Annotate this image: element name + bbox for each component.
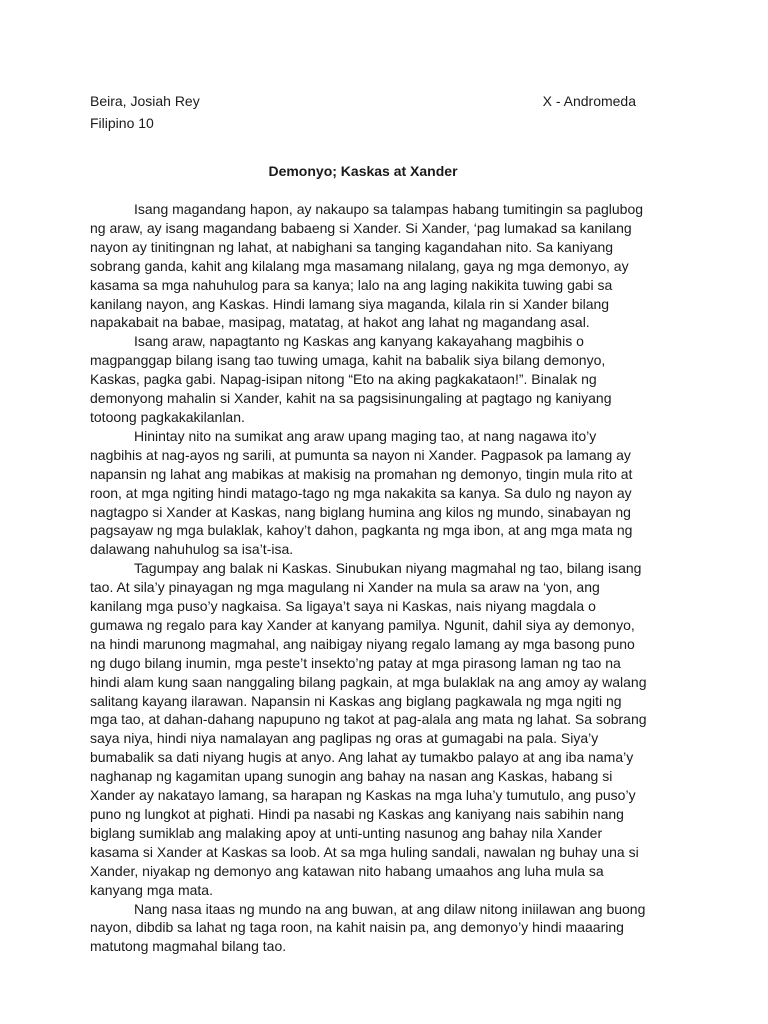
paragraph-4: Tagumpay ang balak ni Kaskas. Sinubukan niyang magmahal ng tao, bilang isang tao. At sila’y pinayagan ng mga magulang ni Xander na mula sa araw na ‘yon, ang kanilang mga puso’y nagkaisa. Sa ligaya’t saya ni Kaskas, nais niyang magdala o gumawa ng regalo para kay Xander at kanyang pamilya. Ngunit, dahil siya ay demonyo, na hindi marunong magmahal, ang naibigay niyang regalo lamang ay mga basong puno ng dugo bilang inumin, mga peste’t insekto’ng patay at mga pirasong laman ng tao na hindi alam kung saan nanggaling bilang pagkain, at mga bulaklak na ang amoy ay walang salitang kayang ilarawan. Napansin ni Kaskas ang biglang pagkawala ng mga ngiti ng mga tao, at dahan-dahang napupuno ng takot at pag-alala ang mata ng lahat. Sa sobrang saya niya, hindi niya namalayan ang paglipas ng oras at gumagabi na pala. Siya’y bumabalik sa dati niyang hugis at anyo. Ang lahat ay tumakbo palayo at ang iba nama’y naghanap ng kagamitan upang sunogin ang bahay na nasan ang Kaskas, habang si Xander ay nakatayo lamang, sa harapan ng Kaskas na mga luha’y tumutulo, ang puso’y puno ng lungkot at pighati. Hindi pa nasabi ng Kaskas ang kaniyang nais sabihin nang biglang sumiklab ang malaking apoy at unti-unting nasunog ang bahay nila Xander kasama si Xander at Kaskas sa loob. At sa mga huling sandali, nawalan ng buhay una si Xander, niyakap ng demonyo ang katawan nito habang umaahos ang luha mula sa kanyang mga mata. [90,560,647,898]
paragraph-2: Isang araw, napagtanto ng Kaskas ang kanyang kakayahang magbihis o magpanggap bilang isang tao tuwing umaga, kahit na babalik siya bilang demonyo, Kaskas, pagka gabi. Napag-isipan nitong “Eto na aking pagkakataon!”. Binalak ng demonyong mahalin si Xander, kahit na sa pagsisinungaling at pagtago ng kaniyang totoong pagkakakilanlan. [90,333,612,425]
subject-line: Filipino 10 [90,115,154,131]
paragraph-3: Hinintay nito na sumikat ang araw upang maging tao, at nang nagawa ito’y nagbihis at nag-ayos ng sarili, at pumunta sa nayon ni Xander. Pagpasok pa lamang ay napansin ng lahat ang mabikas at makisig na promahan ng demonyo, tingin mula rito at roon, at mga ngiting hindi matago-tago ng mga nakakita sa kanya. Sa dulo ng nayon ay nagtagpo si Xander at Kaskas, nang biglang humina ang kilos ng mundo, sinabayan ng pagsayaw ng mga bulaklak, kahoy’t dahon, pagkanta ng mga ibon, at ang mga mata ng dalawang nahuhulog sa isa’t-isa. [90,427,633,558]
document-title: Demonyo; Kaskas at Xander [268,163,458,179]
paragraph-1: Isang magandang hapon, ay nakaupo sa talampas habang tumitingin sa paglubog ng araw, ay isang magandang babaeng si Xander. Si Xander, ‘pag lumakad sa kanilang nayon ay tinitingnan ng lahat, at nabighani sa tanging kagandahan nito. Sa kaniyang sobrang ganda, kahit ang kilalang mga masamang nilalang, gaya ng mga demonyo, ay kasama sa mga nahuhulog para sa kanya; lalo na ang laging nakikita tuwing gabi sa kanilang nayon, ang Kaskas. Hindi lamang siya maganda, kilala rin si Xander bilang napakabait na babae, masipag, matatag, at hakot ang lahat ng magandang asal. [90,201,644,331]
document-header [90,90,636,112]
document-body [90,200,650,956]
author-name: Beira, Josiah Rey [90,93,200,109]
class-section: X - Andromeda [542,93,636,109]
paragraph-5: Nang nasa itaas ng mundo na ang buwan, at ang dilaw nitong iniilawan ang buong nayon, dibdib sa lahat ng taga roon, na kahit naisin pa, ang demonyo’y hindi maaaring matutong magmahal bilang tao. [90,900,646,955]
document-page [90,90,650,956]
